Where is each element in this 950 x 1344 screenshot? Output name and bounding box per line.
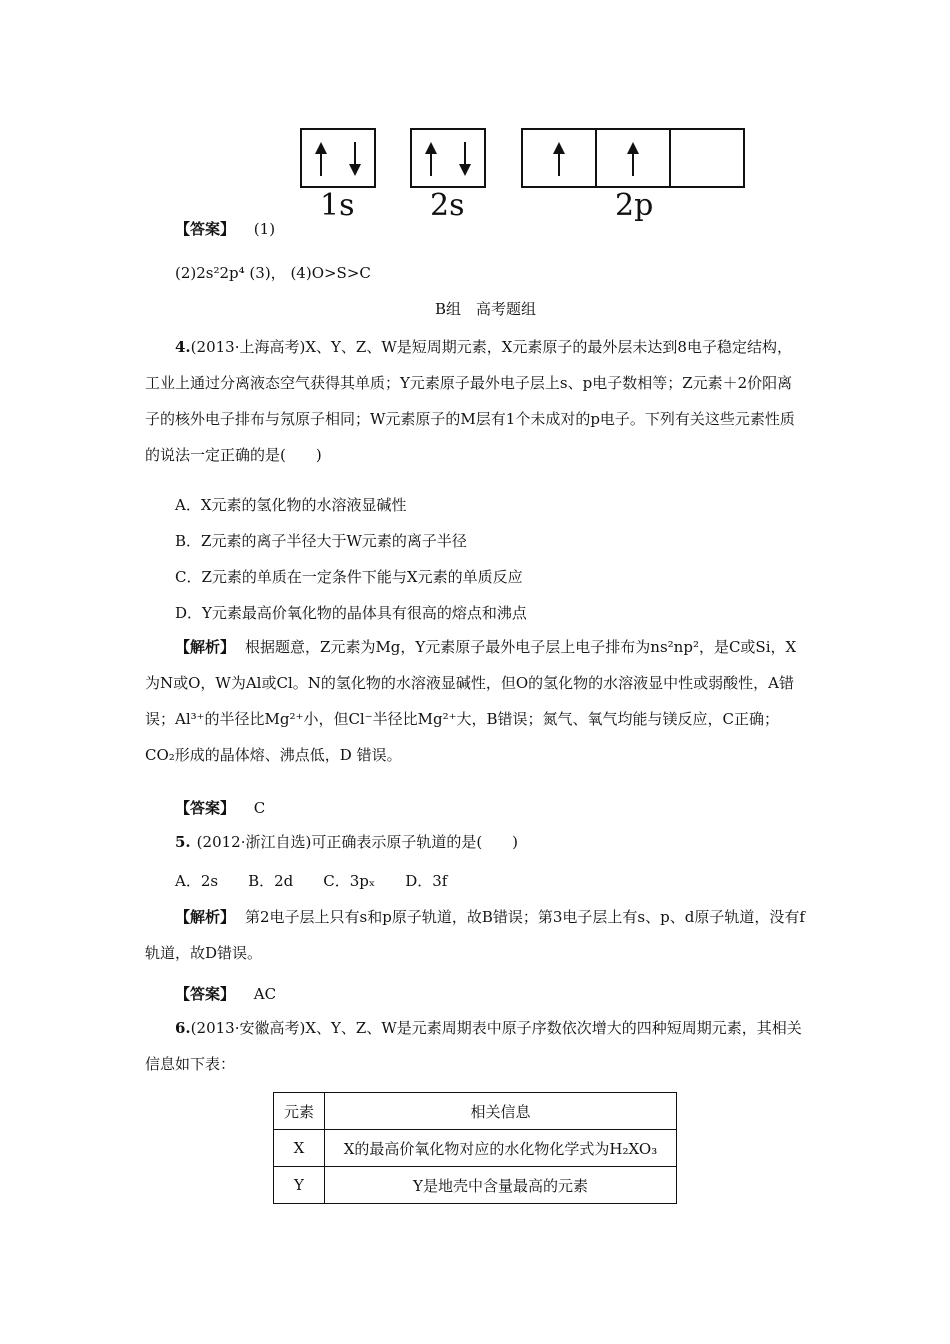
option-b: B．Z元素的离子半径大于W元素的离子半径: [175, 532, 467, 550]
table-row: [274, 1167, 677, 1204]
analysis-tag: 【解析】: [175, 638, 236, 656]
table-header-row: [274, 1093, 677, 1130]
question-text: (2012·浙江自选)可正确表示原子轨道的是( ): [196, 833, 519, 851]
section-heading: B组 高考题组: [435, 300, 537, 318]
question-text: (2013·上海高考)X、Y、Z、W是短周期元素，X元素原子的最外层未达到8电子稳定结构，工业上通过分离液态空气获得其单质；Y元素原子最外电子层上s、p电子数相等；Z元素＋2价阳离子的核外电子排布与氖原子相同；W元素原子的M层有1个未成对的p电子。下列有关这些元素性质的说法一定正确的是( ): [145, 338, 795, 464]
question-4: [145, 329, 805, 473]
table-cell: X的最高价氧化物对应的水化物化学式为H₂XO₃: [325, 1130, 677, 1167]
answer-text: AC: [253, 985, 277, 1003]
table-header: 元素: [274, 1093, 325, 1130]
orbital-box-1s: [300, 128, 376, 188]
up-arrow-icon: [552, 142, 566, 176]
element-info-table: [273, 1092, 677, 1204]
option-d: D．Y元素最高价氧化物的晶体具有很高的熔点和沸点: [175, 604, 527, 622]
analysis-text: 根据题意，Z元素为Mg，Y元素原子最外电子层上电子排布为ns²np²，是C或Si，X为N或O，W为Al或Cl。N的氢化物的水溶液显碱性，但O的氢化物的水溶液显中性或弱酸性，A错误；Al³⁺的半径比Mg²⁺小，但Cl⁻半径比Mg²⁺大，B错误；氮气、氧气均能与镁反应，C正确；CO₂形成的晶体熔、沸点低，D 错误。: [145, 638, 797, 764]
orbital-cell: [412, 130, 484, 186]
answer-5: [175, 983, 276, 1004]
option-c: C．Z元素的单质在一定条件下能与X元素的单质反应: [175, 568, 523, 586]
orbital-cell: [595, 130, 669, 186]
table-cell: Y: [274, 1167, 325, 1204]
up-arrow-icon: [314, 142, 328, 176]
question-5-options: A．2s B．2d C．3pₓ D．3f: [175, 872, 448, 890]
table-row: [274, 1130, 677, 1167]
orbital-box-2p: [521, 128, 745, 188]
answer-tag: 【答案】: [175, 985, 236, 1003]
analysis-5: [145, 899, 805, 971]
orbital-label-2s: 2s: [430, 188, 465, 223]
answer-text: (1): [253, 220, 276, 238]
answer-4: [175, 797, 265, 818]
orbital-cell: [523, 130, 595, 186]
up-arrow-icon: [626, 142, 640, 176]
question-number: 6.: [175, 1019, 191, 1037]
question-number: 5.: [175, 833, 191, 851]
table-cell: Y是地壳中含量最高的元素: [325, 1167, 677, 1204]
option-a: A．X元素的氢化物的水溶液显碱性: [175, 496, 407, 514]
table-header: 相关信息: [325, 1093, 677, 1130]
answer-tag: 【答案】: [175, 220, 236, 238]
question-6: [145, 1010, 805, 1082]
orbital-cell: [302, 130, 374, 186]
answer-1: [175, 218, 275, 239]
analysis-tag: 【解析】: [175, 908, 236, 926]
answer-1-line2: (2)2s²2p⁴ (3)， (4)O>S>C: [175, 264, 371, 282]
table-cell: X: [274, 1130, 325, 1167]
orbital-cell: [669, 130, 743, 186]
analysis-text: 第2电子层上只有s和p原子轨道，故B错误；第3电子层上有s、p、d原子轨道，没有f轨道，故D错误。: [145, 908, 805, 962]
answer-text: C: [253, 799, 266, 817]
orbital-label-2p: 2p: [615, 188, 654, 223]
answer-tag: 【答案】: [175, 799, 236, 817]
question-5: [145, 824, 805, 860]
orbital-box-2s: [410, 128, 486, 188]
up-arrow-icon: [424, 142, 438, 176]
question-number: 4.: [175, 338, 191, 356]
down-arrow-icon: [348, 142, 362, 176]
analysis-4: [145, 629, 805, 773]
question-text: (2013·安徽高考)X、Y、Z、W是元素周期表中原子序数依次增大的四种短周期元素，其相关信息如下表：: [145, 1019, 802, 1073]
orbital-label-1s: 1s: [320, 188, 355, 223]
down-arrow-icon: [458, 142, 472, 176]
